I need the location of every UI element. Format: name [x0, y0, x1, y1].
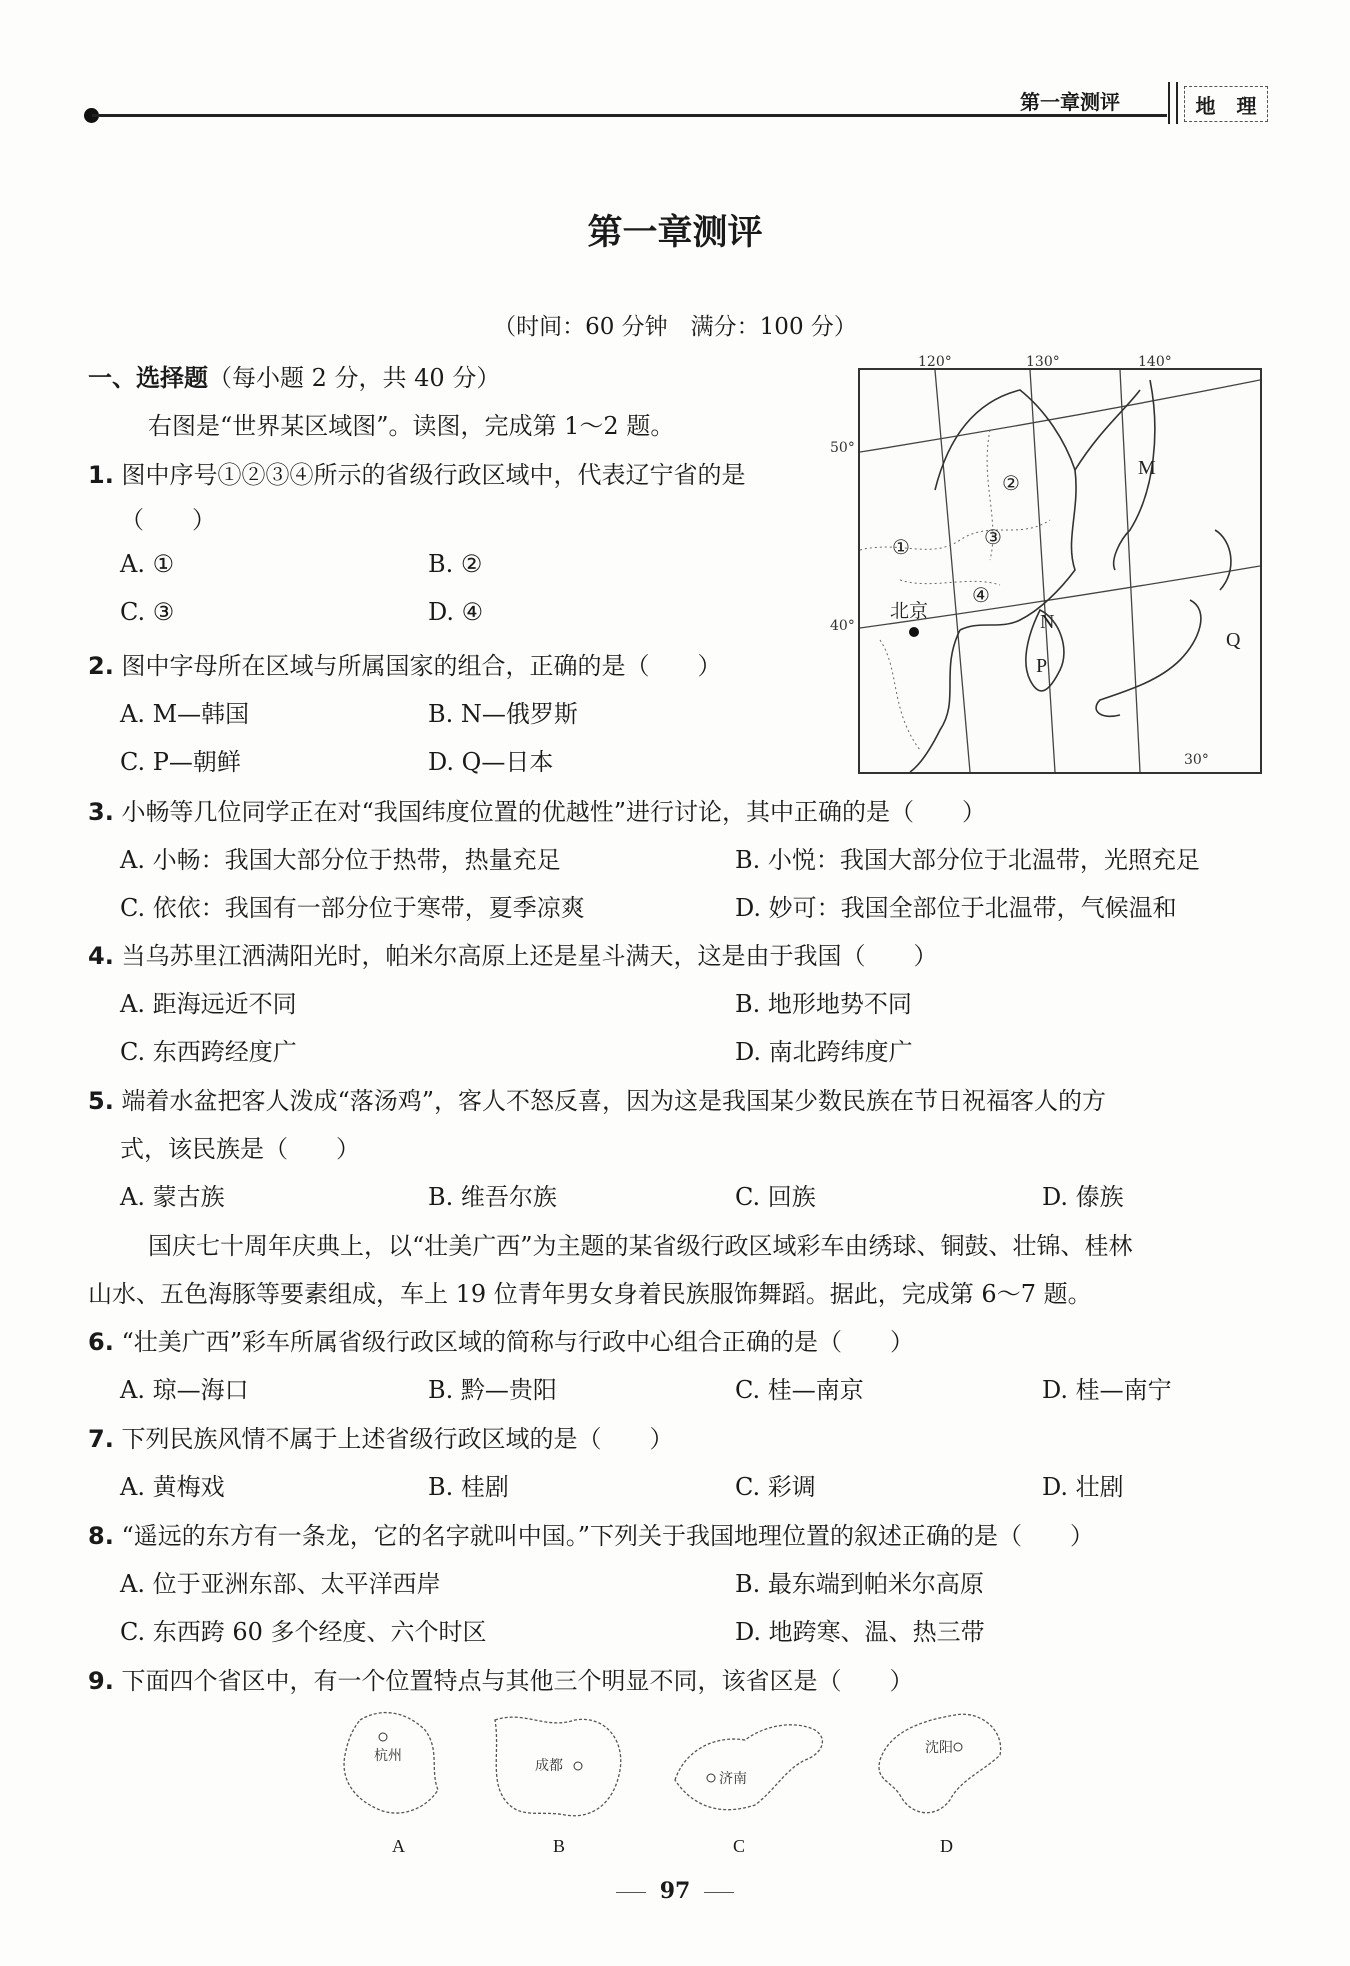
- option: D. Q—日本: [428, 748, 554, 776]
- latitude-label: 40°: [830, 618, 855, 634]
- section-note: （每小题 2 分，共 40 分）: [208, 364, 501, 392]
- header-chapter: 第一章测评: [1020, 90, 1120, 114]
- question-number: 8.: [88, 1522, 114, 1550]
- answer-blank: （ ）: [120, 506, 216, 534]
- option: D. 壮剧: [1042, 1473, 1124, 1501]
- question-7: [88, 1419, 673, 1454]
- question-text: 端着水盆把客人泼成“落汤鸡”，客人不怒反喜，因为这是我国某少数民族在节日祝福客人的方: [121, 1087, 1107, 1115]
- option: A. 距海远近不同: [120, 990, 297, 1018]
- page-number-row: [0, 1878, 1350, 1904]
- option: B. 黔—贵阳: [428, 1376, 557, 1404]
- question-number: 5.: [88, 1087, 114, 1115]
- region-map: [858, 368, 1262, 774]
- map-option-letter: D: [940, 1836, 953, 1856]
- option: A. 位于亚洲东部、太平洋西岸: [120, 1570, 441, 1598]
- latitude-label: 50°: [830, 440, 855, 456]
- question-text: 图中序号①②③④所示的省级行政区域中，代表辽宁省的是: [121, 461, 746, 489]
- capital-marker: [909, 627, 919, 637]
- province-capital: 杭州: [374, 1747, 402, 1763]
- longitude-label: 140°: [1138, 354, 1172, 370]
- latitude-label: 30°: [1184, 752, 1209, 768]
- option: B. 小悦：我国大部分位于北温带，光照充足: [735, 846, 1200, 874]
- option: A. 黄梅戏: [120, 1473, 225, 1501]
- province-map-a: [330, 1700, 460, 1830]
- option: D. 傣族: [1042, 1183, 1124, 1211]
- longitude-label: 130°: [1026, 354, 1060, 370]
- map-option-letter: C: [733, 1836, 746, 1856]
- option: B. 地形地势不同: [735, 990, 912, 1018]
- question-text: 下列民族风情不属于上述省级行政区域的是（ ）: [121, 1425, 674, 1453]
- page-number: 97: [659, 1878, 691, 1904]
- map-marker: ④: [972, 585, 990, 607]
- longitude-label: 120°: [918, 354, 952, 370]
- question-text: 图中字母所在区域与所属国家的组合，正确的是（ ）: [121, 652, 722, 680]
- question-9: [88, 1661, 913, 1696]
- question-number: 3.: [88, 798, 114, 826]
- question-2: [88, 646, 721, 681]
- subject-badge: [1184, 86, 1268, 122]
- subject-char: 地: [1195, 93, 1216, 118]
- option: C. 东西跨 60 多个经度、六个时区: [120, 1618, 487, 1646]
- region-map-drawing: [860, 370, 1260, 772]
- city-label: 北京: [890, 601, 929, 622]
- option: B. 最东端到帕米尔高原: [735, 1570, 984, 1598]
- option: C. 东西跨经度广: [120, 1038, 297, 1066]
- option: C. 彩调: [735, 1473, 816, 1501]
- option: C. ③: [120, 598, 175, 626]
- province-capital: 成都: [535, 1757, 563, 1773]
- intro-text: 山水、五色海豚等要素组成，车上 19 位青年男女身着民族服饰舞蹈。据此，完成第 6～7 题。: [88, 1280, 1092, 1308]
- japan-islands: [1215, 530, 1231, 590]
- option: A. 蒙古族: [120, 1183, 225, 1211]
- question-number: 1.: [88, 461, 114, 489]
- question-5: [88, 1081, 1106, 1116]
- option: A. 小畅：我国大部分位于热带，热量充足: [120, 846, 561, 874]
- option: D. ④: [428, 598, 484, 626]
- option: B. 桂剧: [428, 1473, 509, 1501]
- coastline: [935, 390, 1140, 490]
- question-text: “壮美广西”彩车所属省级行政区域的简称与行政中心组合正确的是（ ）: [121, 1328, 915, 1356]
- section-label: 一、选择题: [88, 363, 208, 392]
- option: A. 琼—海口: [120, 1376, 249, 1404]
- option: B. N—俄罗斯: [428, 700, 578, 728]
- option: B. 维吾尔族: [428, 1183, 557, 1211]
- map-marker: N: [1040, 611, 1055, 633]
- question-text: “遥远的东方有一条龙，它的名字就叫中国。”下列关于我国地理位置的叙述正确的是（ ）: [121, 1522, 1095, 1550]
- question-6: [88, 1322, 914, 1357]
- intro-text: 国庆七十周年庆典上，以“壮美广西”为主题的某省级行政区域彩车由绣球、铜鼓、壮锦、桂林: [148, 1232, 1133, 1260]
- question-text: 小畅等几位同学正在对“我国纬度位置的优越性”进行讨论，其中正确的是（ ）: [121, 798, 987, 826]
- province-capital: 济南: [719, 1770, 747, 1786]
- question-4: [88, 936, 937, 971]
- meridian-line: [935, 370, 970, 772]
- map-marker: P: [1036, 655, 1048, 677]
- province-map-c: [665, 1710, 835, 1820]
- question-number: 7.: [88, 1425, 114, 1453]
- parallel-line: [860, 380, 1260, 452]
- coastline: [910, 630, 960, 772]
- question-number: 9.: [88, 1667, 114, 1695]
- header-rule: [92, 114, 1167, 117]
- map-option-letter: B: [553, 1836, 566, 1856]
- header-divider: [1168, 82, 1170, 124]
- map-option-letter: A: [392, 1836, 405, 1856]
- page-number-dash: [616, 1892, 646, 1893]
- option: A. M—韩国: [120, 700, 250, 728]
- section-heading: [88, 358, 500, 393]
- province-capital: 沈阳: [925, 1739, 953, 1755]
- subject-char: 理: [1236, 93, 1257, 118]
- question-text: 当乌苏里江洒满阳光时，帕米尔高原上还是星斗满天，这是由于我国（ ）: [121, 942, 938, 970]
- option: C. 桂—南京: [735, 1376, 864, 1404]
- map-marker: Q: [1226, 629, 1241, 651]
- border-line: [860, 520, 1050, 550]
- question-text-continued: 式，该民族是（ ）: [120, 1135, 360, 1163]
- exam-meta: （时间：60 分钟 满分：100 分）: [493, 314, 857, 340]
- page-number-dash: [704, 1892, 734, 1893]
- map-marker: ③: [984, 527, 1002, 549]
- province-map-b: [485, 1700, 635, 1830]
- option: B. ②: [428, 550, 483, 578]
- question-number: 6.: [88, 1328, 114, 1356]
- province-map-d: [865, 1700, 1015, 1830]
- japan-islands: [1096, 600, 1201, 716]
- option: C. 回族: [735, 1183, 816, 1211]
- question-1: [88, 455, 745, 490]
- map-marker: ②: [1002, 473, 1020, 495]
- meridian-line: [1120, 370, 1140, 772]
- option: A. ①: [120, 550, 175, 578]
- option: D. 地跨寒、温、热三带: [735, 1618, 985, 1646]
- question-number: 4.: [88, 942, 114, 970]
- option: D. 南北跨纬度广: [735, 1038, 913, 1066]
- question-text: 下面四个省区中，有一个位置特点与其他三个明显不同，该省区是（ ）: [121, 1667, 914, 1695]
- meridian-line: [1030, 370, 1055, 772]
- option: D. 妙可：我国全部位于北温带，气候温和: [735, 894, 1177, 922]
- option: D. 桂—南宁: [1042, 1376, 1172, 1404]
- question-8: [88, 1516, 1094, 1551]
- page-title: 第一章测评: [587, 213, 763, 253]
- intro-text: 右图是“世界某区域图”。读图，完成第 1～2 题。: [148, 412, 675, 440]
- question-3: [88, 792, 986, 827]
- option: C. P—朝鲜: [120, 748, 241, 776]
- header-divider: [1176, 82, 1178, 124]
- question-number: 2.: [88, 652, 114, 680]
- map-marker: ①: [892, 537, 910, 559]
- border-line: [880, 640, 920, 750]
- option: C. 依依：我国有一部分位于寒带，夏季凉爽: [120, 894, 585, 922]
- map-marker: M: [1138, 457, 1156, 479]
